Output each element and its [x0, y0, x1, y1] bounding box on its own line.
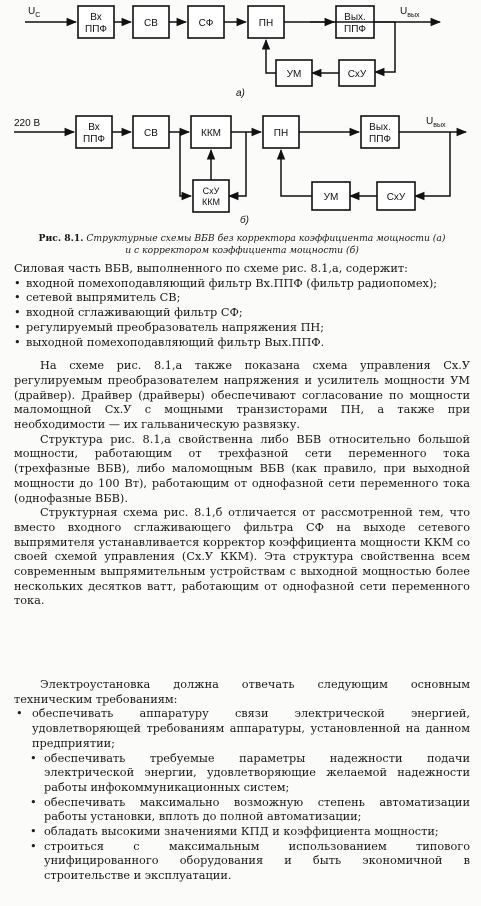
svg-text:СВ: СВ [144, 128, 158, 139]
svg-text:б): б) [240, 215, 249, 226]
list-item: • обладать высокими значениями КПД и коэффициента мощности; [14, 825, 470, 840]
svg-text:Вых.: Вых. [344, 12, 366, 23]
section-2 [14, 678, 470, 884]
svg-text:СхУ: СхУ [202, 186, 220, 196]
svg-text:Вх: Вх [88, 122, 100, 133]
svg-text:ППФ: ППФ [369, 134, 391, 145]
section2-sublist [14, 752, 470, 884]
svg-text:Вых.: Вых. [369, 122, 391, 133]
output-label-b: $U_{вых}$ [426, 116, 446, 129]
svg-text:СхУ: СхУ [386, 192, 406, 203]
svg-text:Вх: Вх [90, 12, 102, 23]
diagram-a [0, 0, 481, 102]
svg-text:ППФ: ППФ [344, 24, 366, 35]
list-item: • регулируемый преобразователь напряжения ПН; [14, 321, 470, 336]
svg-text:ПН: ПН [273, 128, 289, 139]
caption-prefix: Рис. 8.1. [38, 233, 84, 244]
input-label-b: 220 В [14, 118, 41, 129]
section2-list [14, 707, 470, 751]
diagram-b [0, 108, 481, 230]
list-item: • обеспечивать аппаратуру связи электрической энергией, удовлетворяющей требованиям аппаратуры, установленной на данном предприятии; [14, 707, 470, 751]
section1-paragraph-2: Структура рис. 8.1,а свойственна либо ВБВ относительно большой мощности, работающим от трехфазной сети переменного тока (трехфазные ВБВ), либо маломощным ВБВ (как правило, при выходной мощности до 100 Вт), работающим от однофазной сети переменного тока (однофазные ВБВ). [14, 432, 470, 505]
list-item: • обеспечивать максимально возможную степень автоматизации работы установки, вплоть до полной автоматизации; [14, 796, 470, 825]
list-item: • сетевой выпрямитель СВ; [14, 291, 470, 306]
svg-text:СВ: СВ [144, 18, 158, 29]
svg-text:ККМ: ККМ [202, 197, 220, 207]
caption-line1: Структурные схемы ВБВ без корректора коэффициента мощности (а) [83, 233, 446, 244]
svg-text:ПН: ПН [258, 18, 274, 29]
section2-intro: Электроустановка должна отвечать следующим основным техническим требованиям: [14, 678, 470, 706]
list-item: • выходной помехоподавляющий фильтр Вых.ППФ. [14, 336, 470, 351]
list-item: • входной сглаживающий фильтр СФ; [14, 306, 470, 321]
input-label-a: $U_C$ [28, 6, 41, 19]
block-sxu-kkm-b [193, 180, 229, 212]
section1-paragraph-3: Структурная схема рис. 8.1,б отличается от рассмотренной тем, что вместо входного сглаживающего фильтра СФ на выходе сетевого выпрямителя устанавливается корректор коэффициента мощности ККМ со своей схемой управления (Сх.У ККМ). Эта структура свойственна всем современным выпрямительным устройствам с выходной мощностью более нескольких десятков ватт, работающим от однофазной сети переменного тока. [14, 506, 470, 608]
svg-text:ППФ: ППФ [85, 24, 107, 35]
figure-caption [14, 233, 470, 257]
section1-intro: Силовая часть ВБВ, выполненного по схеме рис. 8.1,а, содержит: [14, 262, 408, 275]
svg-text:СхУ: СхУ [347, 69, 367, 80]
svg-text:ППФ: ППФ [83, 134, 105, 145]
section1-paragraph-1: На схеме рис. 8.1,а также показана схема управления Сх.У регулируемым преобразователем напряжения и усилитель мощности УМ (драйвер). Драйвер (драйверы) обеспечивают согласование по мощности маломощной Сх.У с мощными транзисторами ПН, а также при необходимости — их гальваническую развязку. [14, 359, 470, 432]
svg-text:СФ: СФ [198, 18, 214, 29]
section-1 [14, 262, 470, 609]
list-item: • строиться с максимальным использованием типового унифицированного оборудования и быть экономичной в строительстве и эксплуатации. [14, 840, 470, 884]
caption-line2: и с корректором коэффициента мощности (б) [125, 245, 359, 256]
svg-text:а): а) [236, 88, 245, 99]
output-label-a: $U_{вых}$ [400, 6, 420, 19]
list-item: • входной помехоподавляющий фильтр Вх.ППФ (фильтр радиопомех); [14, 277, 470, 292]
svg-text:УМ: УМ [286, 69, 302, 80]
svg-text:ККМ: ККМ [201, 128, 221, 139]
list-item: • обеспечивать требуемые параметры надежности подачи электрической энергии, удовлетворяющие желаемой надежности работы инфокоммуникационных систем; [14, 752, 470, 796]
section1-list [14, 277, 470, 351]
svg-text:УМ: УМ [323, 192, 339, 203]
